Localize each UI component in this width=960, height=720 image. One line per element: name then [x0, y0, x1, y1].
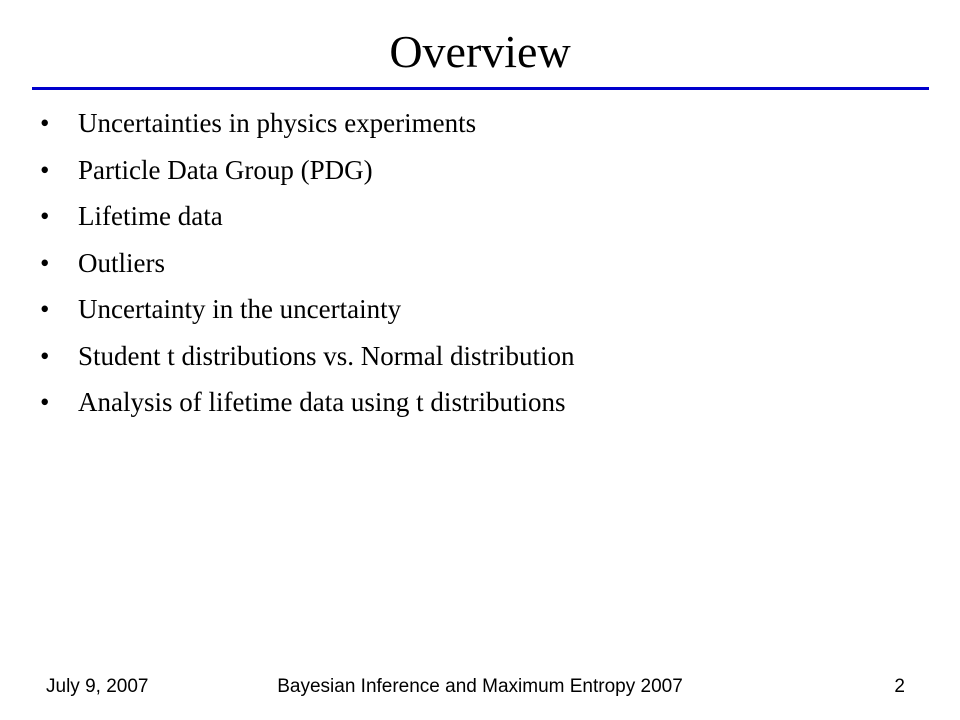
bullet-text: Particle Data Group (PDG) — [78, 154, 373, 185]
bullet-dot: • — [40, 294, 50, 324]
bullet-dot: • — [40, 201, 50, 231]
bullet-text: Lifetime data — [78, 201, 223, 231]
bullet-text: Student t distributions vs. Normal distribution — [78, 340, 575, 371]
bullet-text: Uncertainties in physics experiments — [78, 108, 477, 138]
bullet-text: Outliers — [78, 247, 165, 278]
bullet-dot: • — [40, 108, 50, 138]
bullet-dot: • — [40, 387, 50, 417]
title-underline — [32, 87, 929, 90]
bullet-dot: • — [40, 340, 50, 371]
bullet-dot: • — [40, 154, 50, 185]
slide-title: Overview — [389, 26, 571, 77]
footer-conference-title: Bayesian Inference and Maximum Entropy 2007 — [277, 676, 683, 697]
bullet-text: Analysis of lifetime data using t distributions — [78, 387, 566, 417]
footer-date: July 9, 2007 — [46, 676, 149, 697]
bullet-dot: • — [40, 247, 50, 278]
footer-page-number: 2 — [894, 676, 905, 697]
bullet-text: Uncertainty in the uncertainty — [78, 294, 402, 324]
